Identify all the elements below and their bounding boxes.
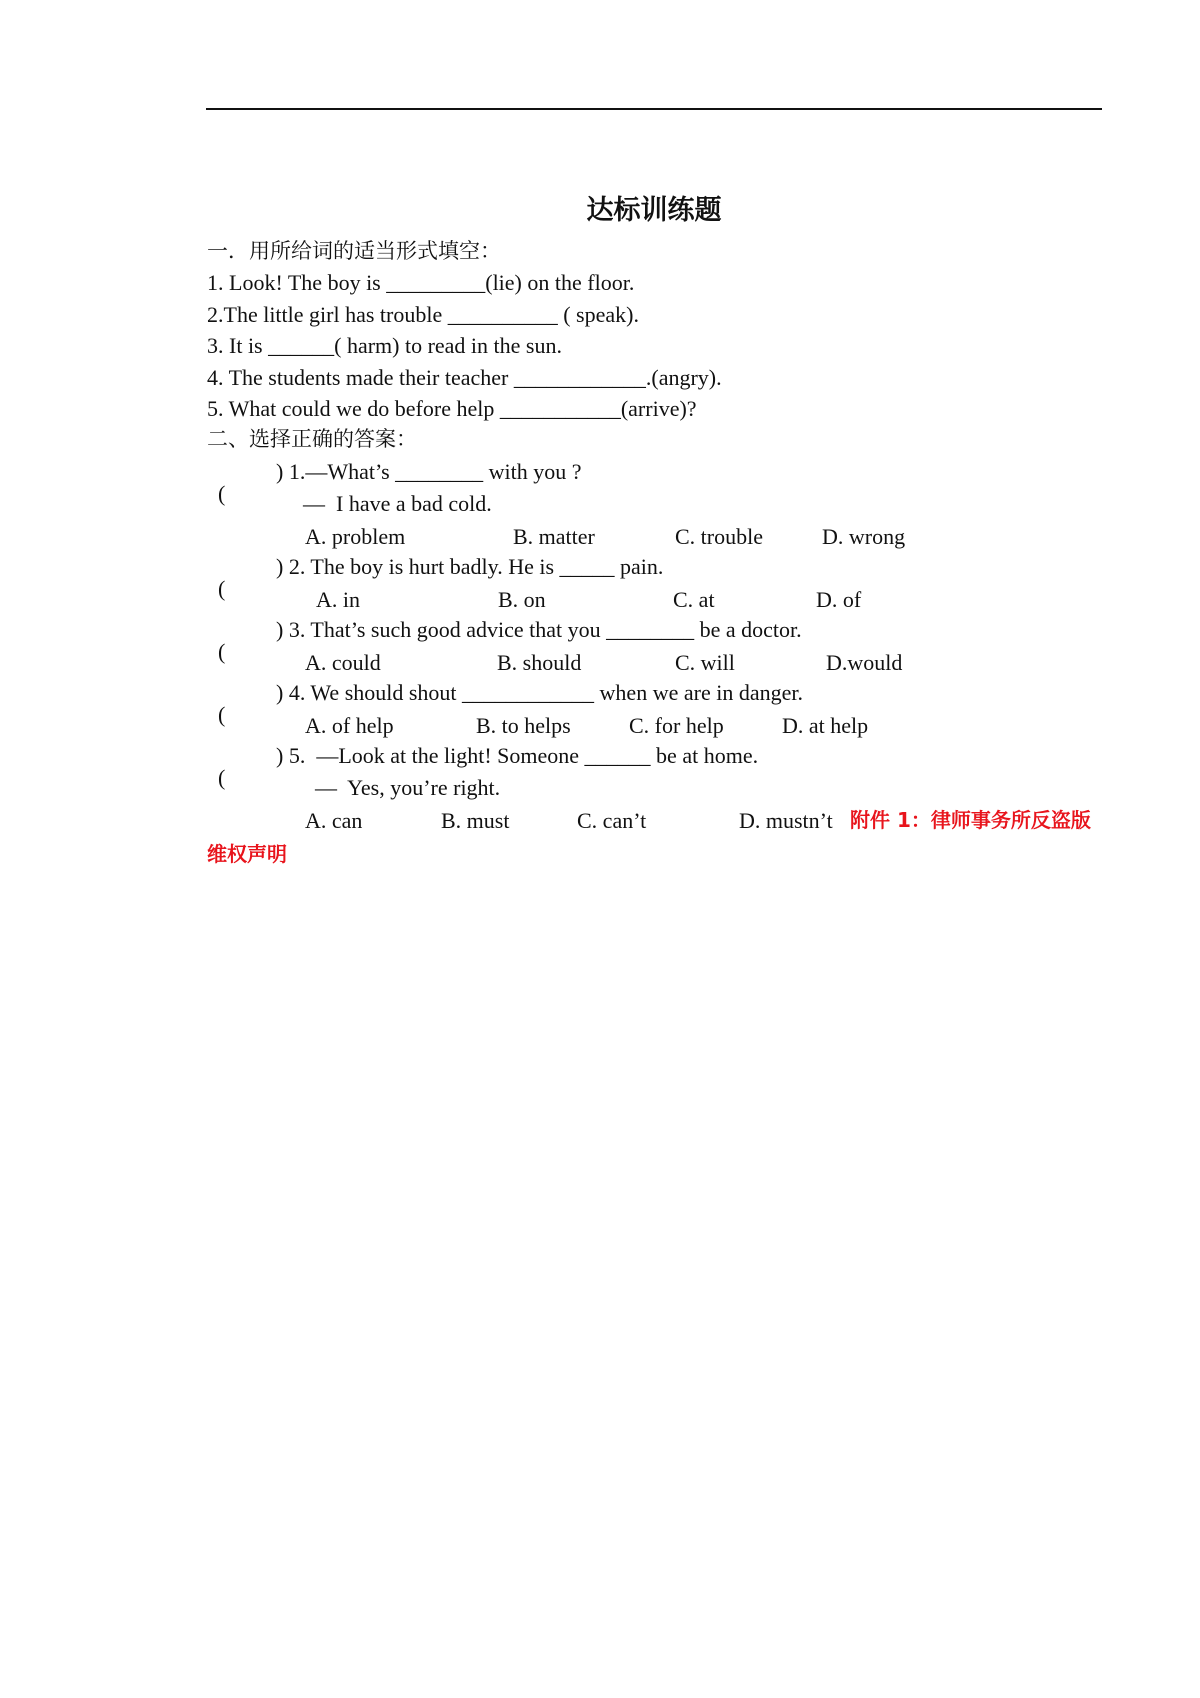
question-2-stem: ) 2. The boy is hurt badly. He is _____ pain.: [276, 554, 664, 579]
answer-paren-open: (: [218, 481, 226, 506]
header-rule: [206, 108, 1102, 110]
q2-option-d: D. of: [816, 587, 862, 612]
answer-paren-open: (: [218, 639, 226, 664]
q5-option-a: A. can: [305, 808, 363, 833]
question-5: [207, 745, 225, 789]
question-1-stem: ) 1.—What’s ________ with you ?: [276, 459, 582, 484]
answer-paren-open: (: [218, 576, 226, 601]
fill-item-5: 5. What could we do before help ___________(arrive)?: [207, 396, 697, 421]
q1-option-d: D. wrong: [822, 524, 906, 549]
page-title: 达标训练题: [586, 195, 722, 226]
q4-option-d: D. at help: [782, 713, 869, 738]
question-1-reply: — I have a bad cold.: [303, 491, 492, 516]
question-3-stem: ) 3. That’s such good advice that you ________ be a doctor.: [276, 617, 802, 642]
question-4-stem: ) 4. We should shout ____________ when we are in danger.: [276, 680, 803, 705]
question-5-stem: ) 5. —Look at the light! Someone ______ be at home.: [276, 743, 759, 768]
fill-item-3: 3. It is ______( harm) to read in the sun.: [207, 333, 562, 358]
question-4: [207, 682, 225, 726]
q1-option-a: A. problem: [305, 524, 406, 549]
question-5-reply: — Yes, you’re right.: [315, 775, 501, 800]
fill-item-1: 1. Look! The boy is _________(lie) on the floor.: [207, 270, 635, 295]
q1-option-b: B. matter: [513, 524, 595, 549]
appendix-notice-line1: 附件 1：律师事务所反盗版: [850, 808, 1091, 832]
q3-option-c: C. will: [675, 650, 735, 675]
q4-option-c: C. for help: [629, 713, 724, 738]
q3-option-a: A. could: [305, 650, 381, 675]
answer-paren-open: (: [218, 702, 226, 727]
q3-option-b: B. should: [497, 650, 582, 675]
fill-item-4: 4. The students made their teacher ____________.(angry).: [207, 365, 722, 390]
appendix-notice-line2: 维权声明: [207, 842, 287, 866]
q4-option-b: B. to helps: [476, 713, 571, 738]
question-2: [207, 556, 225, 600]
section1-heading: 一．用所给词的适当形式填空：: [207, 239, 501, 263]
section2-heading: 二、选择正确的答案：: [207, 427, 417, 451]
fill-item-2: 2.The little girl has trouble __________ ( speak).: [207, 302, 639, 327]
q2-option-c: C. at: [673, 587, 715, 612]
q3-option-d: D.would: [826, 650, 903, 675]
q2-option-a: A. in: [316, 587, 360, 612]
q4-option-a: A. of help: [305, 713, 394, 738]
question-1: [207, 461, 225, 505]
q5-option-b: B. must: [441, 808, 510, 833]
q5-option-d: D. mustn’t: [739, 808, 833, 833]
question-3: [207, 619, 225, 663]
q5-option-c: C. can’t: [577, 808, 647, 833]
q2-option-b: B. on: [498, 587, 546, 612]
answer-paren-open: (: [218, 765, 226, 790]
q1-option-c: C. trouble: [675, 524, 763, 549]
